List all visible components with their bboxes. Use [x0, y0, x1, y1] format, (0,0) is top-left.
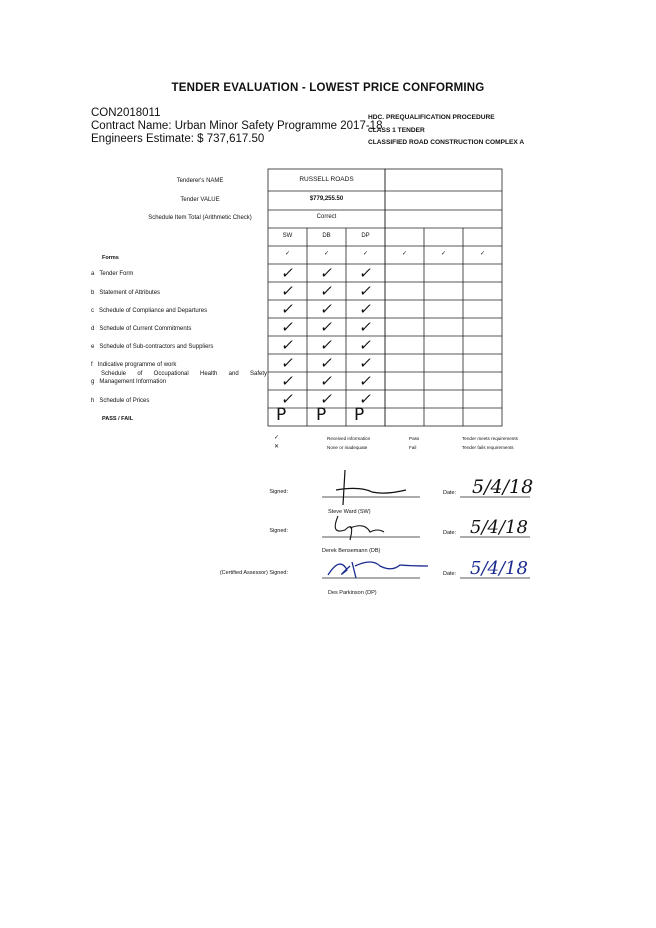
handwritten-tick-icon: ✓ [318, 372, 336, 390]
handwritten-tick-icon: ✓ [357, 264, 375, 282]
tick-icon: ✓ [362, 251, 369, 257]
date-db: 5/4/18 [470, 517, 528, 538]
label-forms: Forms [102, 255, 119, 261]
signature-sw-scribble [336, 470, 406, 505]
legend-pass: Pass [409, 436, 420, 441]
form-row-d: d Schedule of Current Commitments [91, 326, 192, 332]
handwritten-tick-icon: ✓ [279, 318, 297, 336]
handwritten-tick-icon: ✓ [357, 300, 375, 318]
handwritten-tick-icon: ✓ [318, 336, 336, 354]
tenderer-name: RUSSELL ROADS [299, 176, 354, 183]
label-schedule-check: Schedule Item Total (Arithmetic Check) [148, 215, 252, 221]
tender-class: CLASS 1 TENDER [368, 126, 425, 134]
handwritten-tick-icon: ✓ [279, 282, 297, 300]
tick-icon: ✓ [479, 251, 486, 257]
pass-mark-sw: P [276, 405, 287, 425]
handwritten-tick-icon: ✓ [279, 264, 297, 282]
handwritten-tick-icon: ✓ [357, 336, 375, 354]
name-dp: Des Parkinson (DP) [328, 590, 377, 596]
form-row-f: f Indicative programme of work [91, 362, 177, 368]
form-row-h: h Schedule of Prices [91, 398, 150, 404]
tick-icon: ✓ [401, 251, 408, 257]
date-sw: 5/4/18 [472, 476, 534, 498]
schedule-check-result: Correct [316, 214, 337, 220]
pass-mark-dp: P [354, 405, 365, 425]
handwritten-tick-icon: ✓ [318, 354, 336, 372]
label-tender-value: Tender VALUE [180, 197, 220, 203]
tick-icon: ✓ [440, 251, 447, 257]
handwritten-tick-icon: ✓ [357, 354, 375, 372]
legend-received: Received information [327, 436, 371, 441]
name-sw: Steve Ward (SW) [328, 509, 371, 515]
assessor-sw: SW [282, 233, 293, 239]
signature-db-scribble [335, 516, 384, 540]
engineers-estimate: Engineers Estimate: $ 737,617.50 [91, 133, 265, 145]
page-title: TENDER EVALUATION - LOWEST PRICE CONFORMING [171, 82, 485, 94]
handwritten-tick-icon: ✓ [357, 282, 375, 300]
date-dp: 5/4/18 [470, 558, 528, 579]
handwritten-tick-icon: ✓ [279, 354, 297, 372]
legend-meets: Tender meets requirements [462, 436, 518, 441]
form-row-g-line2: g Management Information [91, 379, 167, 385]
date-label-db: Date: [443, 530, 457, 536]
date-label-dp: Date: [443, 571, 457, 577]
name-db: Derek Bensemann (DB) [322, 548, 381, 554]
label-tenderer-name: Tenderer's NAME [176, 178, 224, 184]
form-row-g-line1: Schedule of Occupational Health and Safety [101, 371, 267, 377]
label-pass-fail: PASS / FAIL [102, 416, 134, 422]
form-row-b: b Statement of Attributes [91, 290, 161, 296]
legend-fail: Fail [409, 445, 417, 450]
signature-dp-scribble [328, 562, 428, 578]
contract-name: Contract Name: Urban Minor Safety Programme 2017-18 [91, 120, 383, 132]
legend-none: None or inadequate [327, 445, 368, 450]
procedure: HDC. PREQUALIFICATION PROCEDURE [368, 114, 495, 121]
signed-label-dp: (Certified Assessor) Signed: [219, 570, 288, 576]
date-label-sw: Date: [443, 490, 457, 496]
legend-tick-icon: ✓ [274, 435, 280, 441]
handwritten-tick-icon: ✓ [357, 318, 375, 336]
tick-icon: ✓ [323, 251, 330, 257]
legend-cross-icon: ✕ [274, 444, 280, 450]
handwritten-tick-icon: ✓ [357, 390, 375, 408]
handwritten-tick-icon: ✓ [318, 390, 336, 408]
handwritten-tick-icon: ✓ [279, 336, 297, 354]
tender-value: $779,255.50 [309, 196, 344, 202]
handwritten-tick-icon: ✓ [318, 300, 336, 318]
tick-icon: ✓ [284, 251, 291, 257]
form-row-a: a Tender Form [91, 271, 134, 277]
form-row-c: c Schedule of Compliance and Departures [91, 308, 208, 314]
handwritten-tick-icon: ✓ [318, 282, 336, 300]
assessor-dp: DP [361, 233, 370, 239]
handwritten-tick-icon: ✓ [357, 372, 375, 390]
handwritten-tick-icon: ✓ [279, 390, 297, 408]
legend-fails: Tender fails requirements [462, 445, 514, 450]
pass-mark-db: P [316, 405, 327, 425]
handwritten-tick-icon: ✓ [318, 264, 336, 282]
handwritten-tick-icon: ✓ [279, 300, 297, 318]
contract-number: CON2018011 [91, 107, 161, 119]
handwritten-tick-icon: ✓ [279, 372, 297, 390]
classification: CLASSIFIED ROAD CONSTRUCTION COMPLEX A [368, 139, 525, 146]
assessor-db: DB [322, 233, 331, 239]
form-row-e: e Schedule of Sub-contractors and Suppliers [91, 344, 214, 350]
handwritten-tick-icon: ✓ [318, 318, 336, 336]
signed-label-sw: Signed: [269, 489, 288, 495]
signed-label-db: Signed: [269, 528, 288, 534]
